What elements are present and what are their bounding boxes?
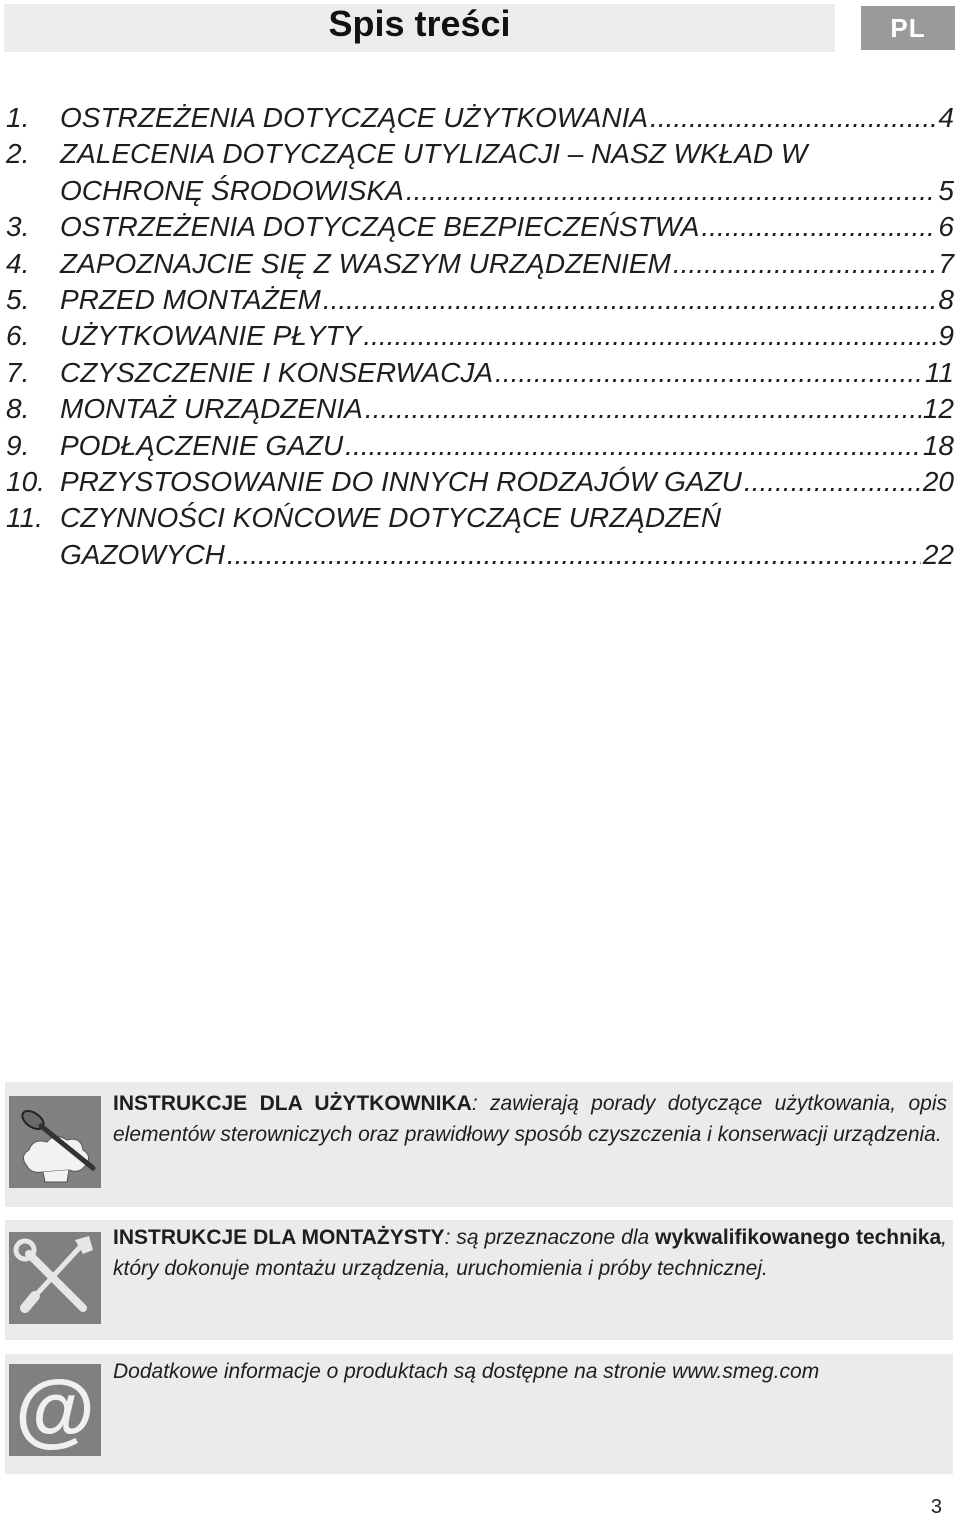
toc-title: OCHRONĘ ŚRODOWISKA	[60, 174, 404, 206]
at-sign-icon	[9, 1364, 101, 1456]
toc-entry[interactable]	[6, 209, 954, 245]
installer-instructions-text-1: : są przeznaczone dla	[444, 1226, 656, 1249]
page-title: Spis treści	[328, 3, 511, 44]
toc-entry[interactable]	[6, 100, 954, 136]
toc-number: 5.	[6, 284, 30, 316]
toc-number: 10.	[6, 466, 45, 498]
toc-number: 6.	[6, 320, 30, 352]
toc-page-number: 22	[922, 538, 954, 570]
toc-leader-dots	[744, 464, 921, 500]
toc-title: OSTRZEŻENIA DOTYCZĄCE BEZPIECZEŃSTWA	[60, 211, 700, 243]
user-instructions-text: : zawierają porady dotyczące użytkowania, opis elementów sterowniczych oraz prawidłowy sposób czyszczenia i konserwacji urządzenia.	[113, 1092, 947, 1146]
toc-leader-dots	[406, 173, 937, 209]
toc-title: PODŁĄCZENIE GAZU	[60, 429, 344, 461]
user-instructions-heading: INSTRUKCJE DLA UŻYTKOWNIKA	[113, 1092, 472, 1115]
toc-number: 11.	[6, 502, 43, 534]
toc-number: 4.	[6, 247, 30, 279]
toc-page-number: 5	[938, 174, 954, 206]
toc-entry[interactable]	[6, 355, 954, 391]
language-badge: PL	[861, 6, 955, 50]
toc-entry[interactable]	[6, 136, 954, 209]
toc-entry[interactable]	[6, 464, 954, 500]
toc-title: ZALECENIA DOTYCZĄCE UTYLIZACJI – NASZ WKŁAD W	[60, 138, 808, 170]
table-of-contents	[6, 100, 954, 573]
toc-page-number: 7	[938, 247, 954, 279]
toc-entry[interactable]	[6, 318, 954, 354]
at-sign-glyph: @	[15, 1364, 95, 1455]
toc-page-number: 12	[922, 393, 954, 425]
toc-leader-dots	[673, 246, 937, 282]
toc-title: ZAPOZNAJCIE SIĘ Z WASZYM URZĄDZENIEM	[60, 247, 671, 279]
installer-instructions-text-2: , który dokonuje montażu urządzenia, uruchomienia i próby technicznej.	[113, 1226, 947, 1280]
page-number: 3	[930, 1496, 942, 1518]
toc-leader-dots	[323, 282, 937, 318]
toc-entry[interactable]	[6, 500, 954, 573]
toc-page-number: 20	[922, 466, 954, 498]
toc-leader-dots	[650, 100, 936, 136]
toc-title: PRZYSTOSOWANIE DO INNYCH RODZAJÓW GAZU	[60, 466, 742, 498]
toc-title: UŻYTKOWANIE PŁYTY	[60, 320, 362, 352]
toc-entry[interactable]	[6, 282, 954, 318]
toc-number: 7.	[6, 356, 30, 388]
info-box-user	[5, 1082, 953, 1207]
info-box-installer	[5, 1220, 953, 1340]
toc-number: 2.	[6, 138, 30, 170]
header-bar	[4, 4, 835, 52]
toc-leader-dots	[495, 355, 923, 391]
toc-title: PRZED MONTAŻEM	[60, 284, 321, 316]
toc-title: OSTRZEŻENIA DOTYCZĄCE UŻYTKOWANIA	[60, 102, 649, 133]
info-text-web: Dodatkowe informacje o produktach są dostępne na stronie www.smeg.com	[113, 1360, 820, 1383]
toc-title: GAZOWYCH	[60, 538, 225, 570]
toc-page-number: 9	[938, 320, 954, 352]
toc-leader-dots	[701, 209, 936, 245]
toc-page-number: 4	[938, 102, 954, 133]
toc-page-number: 6	[938, 211, 954, 243]
installer-instructions-heading: INSTRUKCJE DLA MONTAŻYSTY	[113, 1226, 445, 1249]
toc-page-number: 8	[938, 284, 954, 316]
toc-number: 1.	[6, 102, 30, 133]
toc-number: 3.	[6, 211, 30, 243]
qualified-technician-text: wykwalifikowanego technika	[655, 1226, 942, 1249]
toc-entry[interactable]	[6, 246, 954, 282]
toc-page-number: 18	[922, 429, 954, 461]
toc-number: 8.	[6, 393, 30, 425]
spoon-chef-hat-icon	[9, 1096, 101, 1188]
toc-entry[interactable]	[6, 428, 954, 464]
info-text-user	[113, 1088, 947, 1150]
toc-title: CZYNNOŚCI KOŃCOWE DOTYCZĄCE URZĄDZEŃ	[60, 502, 722, 534]
info-text-installer	[113, 1222, 947, 1284]
toc-title: MONTAŻ URZĄDZENIA	[60, 393, 363, 425]
wrench-screwdriver-icon	[9, 1232, 101, 1324]
toc-page-number: 11	[924, 356, 954, 388]
toc-leader-dots	[227, 537, 921, 573]
toc-entry[interactable]	[6, 391, 954, 427]
toc-leader-dots	[363, 318, 936, 354]
toc-title: CZYSZCZENIE I KONSERWACJA	[60, 356, 494, 388]
info-box-web	[5, 1354, 953, 1474]
toc-number: 9.	[6, 429, 30, 461]
toc-leader-dots	[345, 428, 921, 464]
toc-leader-dots	[365, 391, 921, 427]
